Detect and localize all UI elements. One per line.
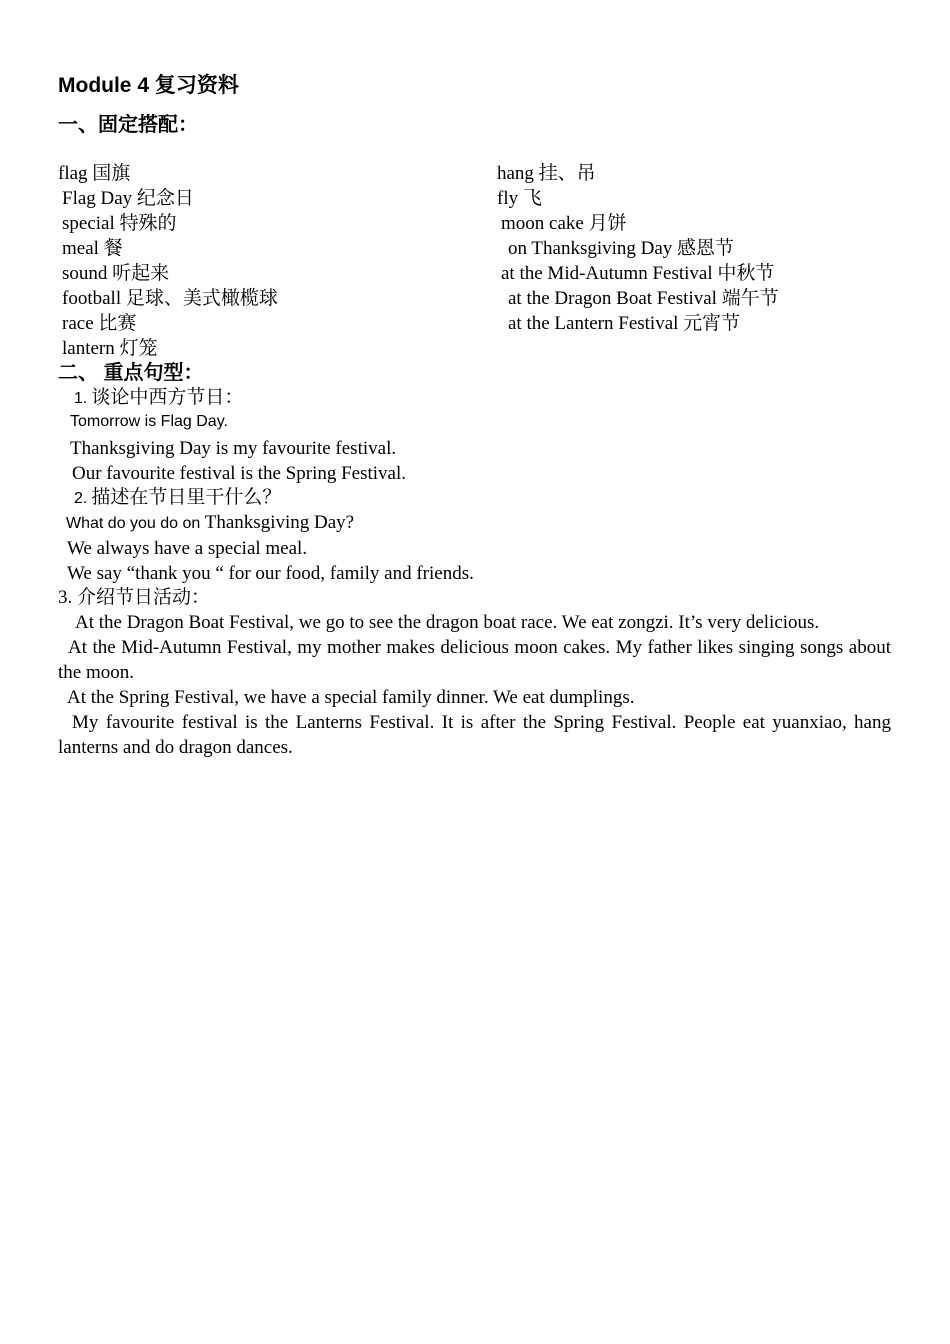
vocab-item: Flag Day 纪念日 <box>62 188 194 209</box>
vocab-item: race 比赛 <box>62 313 137 334</box>
document-title: Module 4 复习资料 <box>58 74 239 97</box>
paragraph: At the Mid-Autumn Festival, my mother makes delicious moon cakes. My father likes singing songs about the moon. <box>58 637 891 683</box>
vocab-item: hang 挂、吊 <box>497 163 596 184</box>
vocab-item: on Thanksgiving Day 感恩节 <box>508 238 735 259</box>
sentence-part: Thanksgiving Day? <box>204 512 355 533</box>
example-sentence: We always have a special meal. <box>67 538 308 559</box>
vocab-item: flag 国旗 <box>58 163 131 184</box>
subheading-2 <box>74 485 281 511</box>
example-sentence: Tomorrow is Flag Day. <box>70 413 228 430</box>
vocab-item: at the Lantern Festival 元宵节 <box>508 313 741 334</box>
vocab-item: meal 餐 <box>62 238 123 259</box>
subheading-number: 2. <box>74 490 88 507</box>
vocab-item: special 特殊的 <box>62 213 177 234</box>
vocab-item: football 足球、美式橄榄球 <box>62 288 278 309</box>
subheading-number: 1. <box>74 390 88 407</box>
section-heading-key-sentences: 二、 重点句型： <box>58 362 204 384</box>
example-sentence: Thanksgiving Day is my favourite festival. <box>70 438 397 459</box>
vocab-item: sound 听起来 <box>62 263 170 284</box>
subheading-label: 谈论中西方节日： <box>91 387 244 408</box>
paragraph: At the Spring Festival, we have a special family dinner. We eat dumplings. <box>67 687 635 708</box>
vocab-item: moon cake 月饼 <box>501 213 627 234</box>
subheading-label: 描述在节日里干什么？ <box>91 487 282 508</box>
section-heading-fixed-phrases: 一、固定搭配： <box>58 114 198 136</box>
subheading-1 <box>74 385 243 411</box>
vocab-item: at the Mid-Autumn Festival 中秋节 <box>501 263 775 284</box>
example-sentence: We say “thank you “ for our food, family and friends. <box>67 563 474 584</box>
vocab-item: lantern 灯笼 <box>62 338 158 359</box>
vocab-item: fly 飞 <box>497 188 542 209</box>
subheading-3: 3. 介绍节日活动： <box>58 587 211 608</box>
vocab-item: at the Dragon Boat Festival 端午节 <box>508 288 779 309</box>
example-sentence <box>66 510 354 536</box>
sentence-part: What do you do on <box>66 515 205 532</box>
example-sentence: Our favourite festival is the Spring Festival. <box>72 463 407 484</box>
paragraph: My favourite festival is the Lanterns Festival. It is after the Spring Festival. People eat yuanxiao, hang lanterns and do dragon dances. <box>58 712 891 758</box>
paragraph: At the Dragon Boat Festival, we go to see the dragon boat race. We eat zongzi. It’s very delicious. <box>75 612 820 633</box>
